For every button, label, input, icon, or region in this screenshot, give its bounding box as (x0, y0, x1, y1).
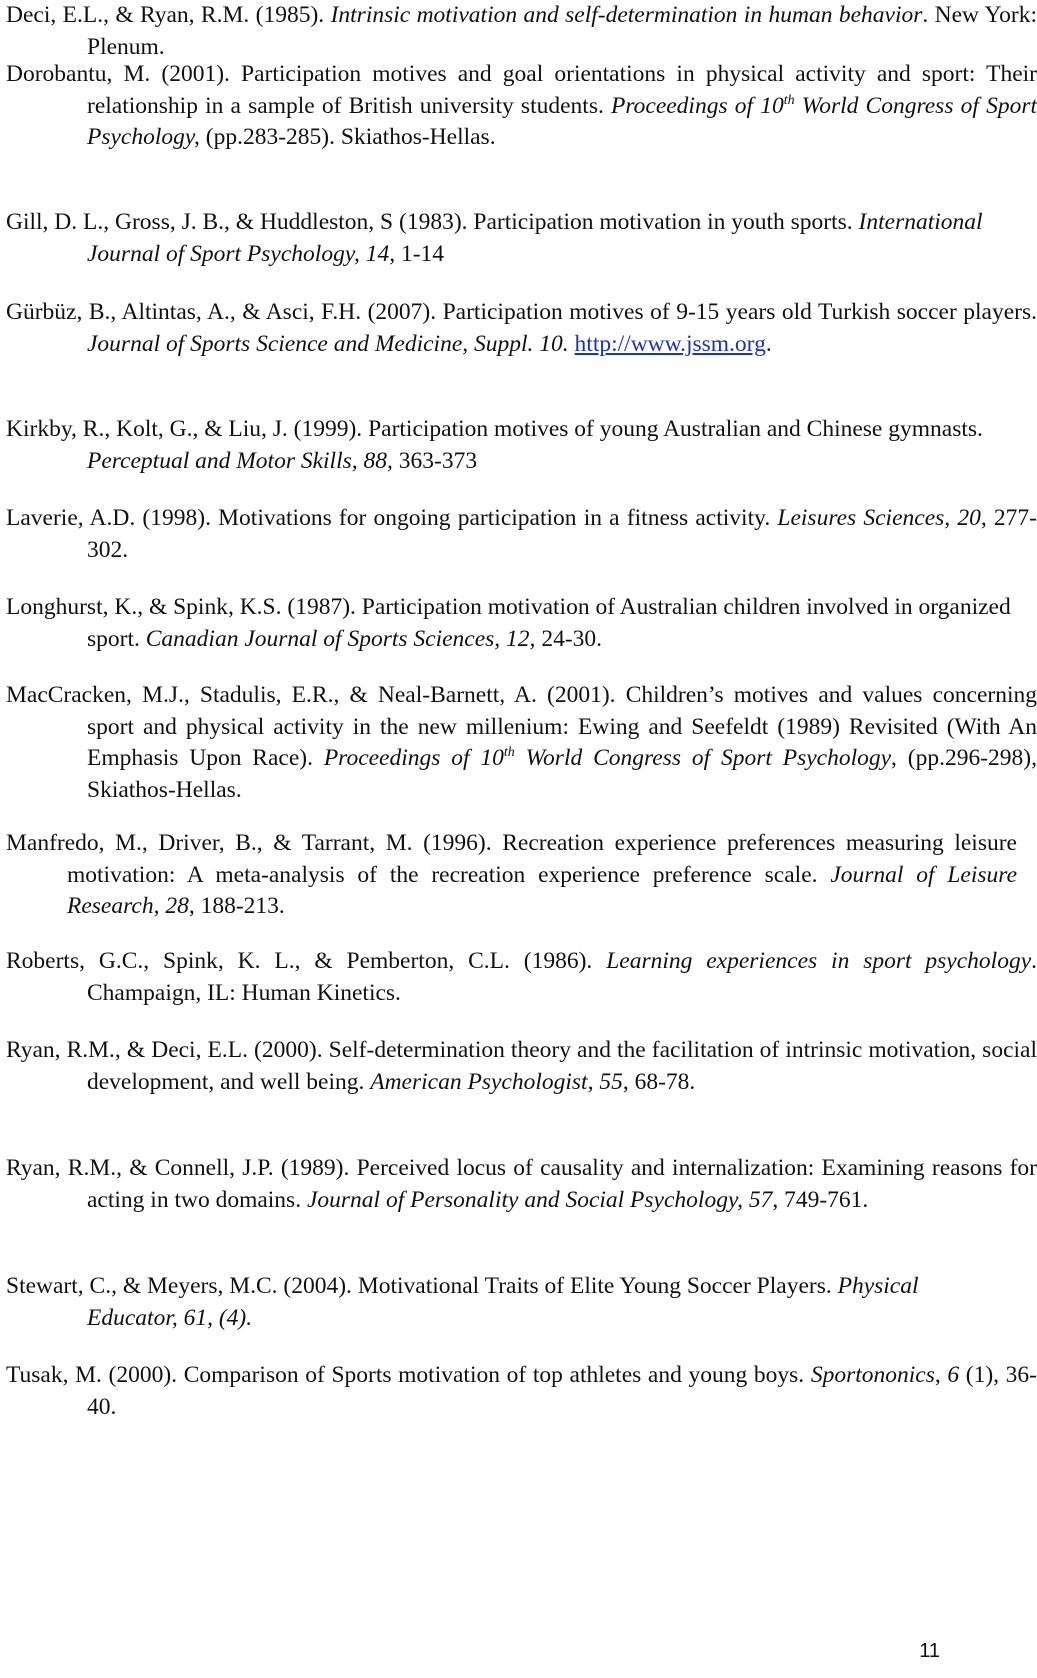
ref-authors: Ryan, R.M., & Deci, E.L. (2000). (6, 1037, 329, 1063)
ref-authors: Laverie, A.D. (1998). (6, 505, 219, 531)
ref-pages: 1-14 (395, 240, 445, 267)
ref-publisher: . New York: Plenum. (87, 2, 1037, 60)
reference-entry-deci (6, 0, 1037, 63)
ref-journal: Leisures Sciences, 20 (777, 505, 981, 531)
ref-title: Participation motives of 9-15 years old Turkish soccer players. (442, 299, 1037, 325)
ref-pages: (pp.283-285). Skiathos-Hellas. (199, 124, 496, 150)
reference-entry-tusak: Tusak, M. (2000). Comparison of Sports motivation of top athletes and young boys. Sportononics, 6 (1), 36-40. (6, 1362, 1037, 1420)
ref-superscript: th (503, 745, 515, 761)
reference-entry-gill (6, 207, 1037, 270)
ref-pages: , (pp.296-298), Skiathos-Hellas. (87, 745, 1037, 803)
ref-authors: Stewart, C., & Meyers, M.C. (2004). (6, 1273, 358, 1299)
ref-title: Self-determination theory and the facilitation of intrinsic motivation, social development, and well being. (87, 1037, 1037, 1095)
ref-title: Participation motives of young Australian and Chinese gymnasts. (368, 416, 983, 442)
ref-book-title: Intrinsic motivation and self-determination in human behavior (330, 2, 923, 28)
page-number: 11 (919, 1640, 940, 1662)
reference-entry-dorobantu (6, 59, 1037, 154)
ref-authors: Gill, D. L., Gross, J. B., & Huddleston, S (1983). (6, 209, 474, 235)
ref-authors: Manfredo, M., Driver, B., & Tarrant, M. (1996). (6, 830, 503, 856)
ref-authors: Roberts, G.C., Spink, K. L., & Pemberton, C.L. (1986). (6, 948, 607, 974)
ref-pages: , 188-213. (188, 893, 285, 919)
ref-pages: (1), 36-40. (87, 1362, 1037, 1420)
ref-authors: Dorobantu, M. (2001). (6, 61, 242, 87)
ref-publisher: . Champaign, IL: Human Kinetics. (87, 948, 1037, 1006)
ref-authors: Kirkby, R., Kolt, G., & Liu, J. (1999). (6, 416, 369, 442)
ref-journal: Sportononics (810, 1362, 935, 1388)
reference-entry-laverie (6, 503, 1037, 566)
ref-journal: Journal of Leisure Research, 28 (67, 861, 1017, 919)
ref-authors: Tusak, M. (2000). (6, 1362, 184, 1388)
ref-title: Comparison of Sports motivation of top athletes and young boys. (183, 1362, 811, 1388)
reference-entry-roberts (6, 946, 1037, 1009)
reference-entry-kirkby (6, 414, 1037, 477)
ref-authors: Deci, E.L., & Ryan, R.M. (1985). (6, 2, 331, 28)
ref-journal: Journal of Personality and Social Psychology, 57 (306, 1186, 773, 1213)
ref-title: Participation motivation of Australian children involved in organized sport. (87, 594, 1011, 652)
ref-journal: Perceptual and Motor Skills, 88, (87, 447, 393, 474)
ref-pages: , 749-761. (772, 1186, 869, 1213)
ref-proceedings: Proceedings of 10th World Congress of Sport Psychology (323, 745, 892, 771)
reference-entry-stewart (6, 1271, 947, 1334)
ref-authors: Longhurst, K., & Spink, K.S. (1987). (6, 594, 362, 620)
ref-authors: Gürbüz, B., Altintas, A., & Asci, F.H. (2007). (6, 299, 443, 325)
ref-title: Recreation experience preferences measuring leisure motivation: A meta-analysis of the recreation experience preference scale. (67, 830, 1017, 888)
reference-entry-longhurst (6, 592, 1037, 655)
ref-volume: 6 (947, 1362, 960, 1388)
ref-title: Motivations for ongoing participation in a fitness activity. (218, 505, 778, 531)
ref-title: Children’s motives and values concerning sport and physical activity in the new millenium: Ewing and Seefeldt (1989) Revisited (With An Emphasis Upon Race). (87, 682, 1037, 771)
ref-superscript: th (783, 92, 795, 108)
ref-journal: International Journal of Sport Psychology, 14, (87, 209, 983, 267)
ref-title: Motivational Traits of Elite Young Soccer Players. (357, 1273, 838, 1299)
ref-journal: Journal of Sports Science and Medicine, Suppl. 10. (87, 330, 569, 357)
ref-title: Participation motivation in youth sports. (473, 209, 859, 235)
ref-journal: American Psychologist, 55 (370, 1068, 623, 1095)
reference-entry-ryan-1989 (6, 1153, 1037, 1216)
ref-pages: 363-373 (392, 447, 478, 474)
reference-entry-ryan-2000 (6, 1035, 1037, 1098)
reference-entry-gurbuz: Gürbüz, B., Altintas, A., & Asci, F.H. (2007). Participation motives of 9-15 years old Turkish soccer players. Journal of Sports Science and Medicine, Suppl. 10. http://www.jssm.org. (6, 299, 1037, 357)
ref-journal: Physical Educator, 61, (4). (87, 1273, 919, 1331)
journal-website-link[interactable]: http://www.jssm.org (574, 330, 766, 357)
reference-entry-maccracken (6, 680, 1037, 806)
ref-authors: MacCracken, M.J., Stadulis, E.R., & Neal-Barnett, A. (2001). (6, 682, 626, 708)
reference-entry-manfredo (6, 828, 1017, 923)
ref-pages: 24-30. (535, 625, 603, 652)
ref-book-title: Learning experiences in sport psychology (606, 948, 1032, 974)
ref-title: Participation motives and goal orientations in physical activity and sport: Their relationship in a sample of British university students. (87, 61, 1037, 119)
ref-proceedings: Proceedings of 10th World Congress of Sport Psychology, (87, 92, 1037, 150)
ref-pages: , 277-302. (87, 505, 1037, 563)
ref-title: Perceived locus of causality and internalization: Examining reasons for acting in two domains. (87, 1155, 1037, 1213)
ref-pages: , 68-78. (622, 1068, 696, 1095)
ref-journal: Canadian Journal of Sports Sciences, 12, (145, 625, 536, 652)
ref-authors: Ryan, R.M., & Connell, J.P. (1989). (6, 1155, 357, 1181)
